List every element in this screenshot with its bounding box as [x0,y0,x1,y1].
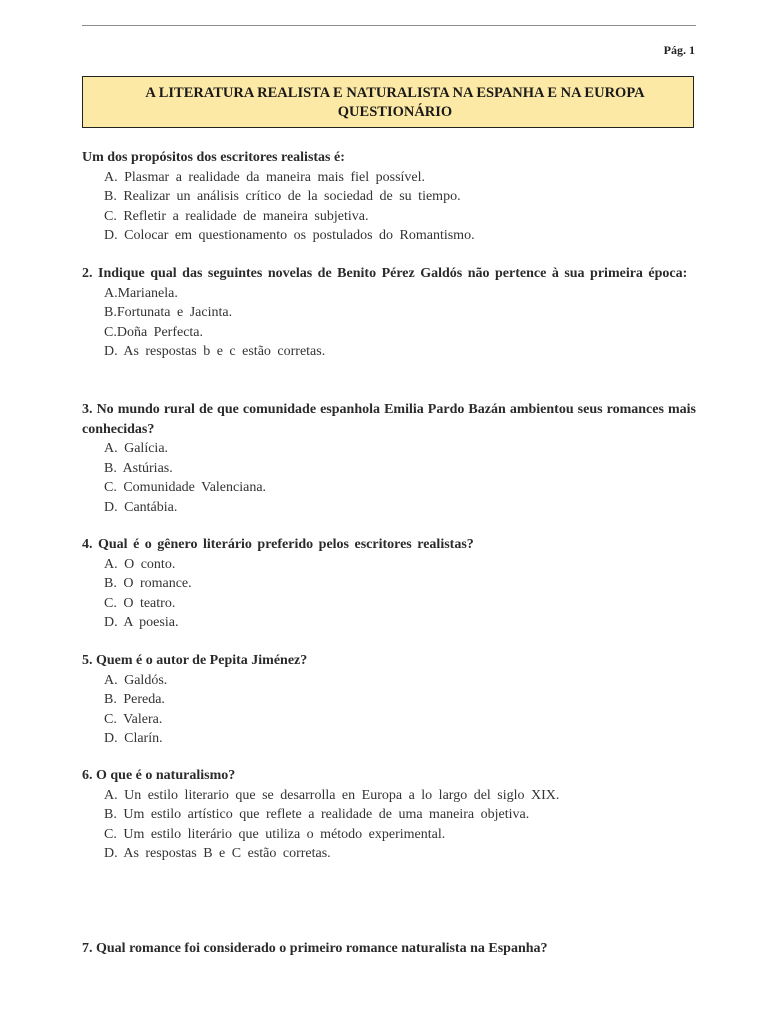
option-d: D. As respostas B e C estão corretas. [104,846,331,861]
option-c: C. Comunidade Valenciana. [104,480,267,495]
option-a: A.Marianela. [104,285,178,301]
option-d: D. Cantábia. [104,499,178,515]
option-list [82,284,696,362]
option-d: D. Clarín. [104,731,163,746]
question-2 [82,264,696,362]
option-b: B. Pereda. [104,692,165,707]
option-a: A. Plasmar a realidade da maneira mais fiel possível. [104,169,426,185]
option-list [82,671,696,749]
question-text: 4. Qual é o gênero literário preferido pelos escritores realistas? [82,537,474,552]
question-4 [82,535,696,633]
option-a: A. Galdós. [104,672,168,688]
question-7 [82,939,696,959]
question-1 [82,148,696,246]
option-d: D. As respostas b e c estão corretas. [104,344,326,359]
title-line-1: A LITERATURA REALISTA E NATURALISTA NA ESPANHA E NA EUROPA [145,85,645,101]
option-b: B. Astúrias. [104,460,173,476]
option-list [82,439,696,517]
option-c: C. Um estilo literário que utiliza o método experimental. [104,826,446,842]
option-b: B. O romance. [104,576,192,591]
question-text: 7. Qual romance foi considerado o primeiro romance naturalista na Espanha? [82,941,548,956]
option-a: A. O conto. [104,556,176,572]
option-c: C. Refletir a realidade de maneira subjetiva. [104,208,369,224]
option-b: B.Fortunata e Jacinta. [104,305,233,320]
title-line-2: QUESTIONÁRIO [337,104,453,120]
title-box [82,76,694,128]
question-6 [82,766,696,864]
option-list [82,786,696,864]
question-5 [82,651,696,749]
question-text: Um dos propósitos dos escritores realistas é: [82,150,345,165]
option-b: B. Realizar un análisis crítico de la sociedad de su tiempo. [104,189,461,204]
option-a: A. Galícia. [104,441,169,456]
question-text: 3. No mundo rural de que comunidade espanhola Emilia Pardo Bazán ambientou seus romances mais conhecidas? [82,402,696,437]
question-text: 2. Indique qual das seguintes novelas de Benito Pérez Galdós não pertence à sua primeira época: [82,266,688,281]
page-number: Pág. 1 [663,43,695,57]
option-b: B. Um estilo artístico que reflete a realidade de uma maneira objetiva. [104,807,530,822]
question-3 [82,400,696,517]
option-list [82,555,696,633]
header-rule [82,25,696,26]
option-c: C. O teatro. [104,595,176,611]
option-d: D. Colocar em questionamento os postulados do Romantismo. [104,228,475,243]
option-list [82,168,696,246]
question-text: 6. O que é o naturalismo? [82,768,236,783]
option-d: D. A poesia. [104,615,179,630]
option-c: C. Valera. [104,711,163,727]
option-c: C.Doña Perfecta. [104,324,204,340]
option-a: A. Un estilo literario que se desarrolla en Europa a lo largo del siglo XIX. [104,787,560,803]
question-text: 5. Quem é o autor de Pepita Jiménez? [82,653,308,668]
